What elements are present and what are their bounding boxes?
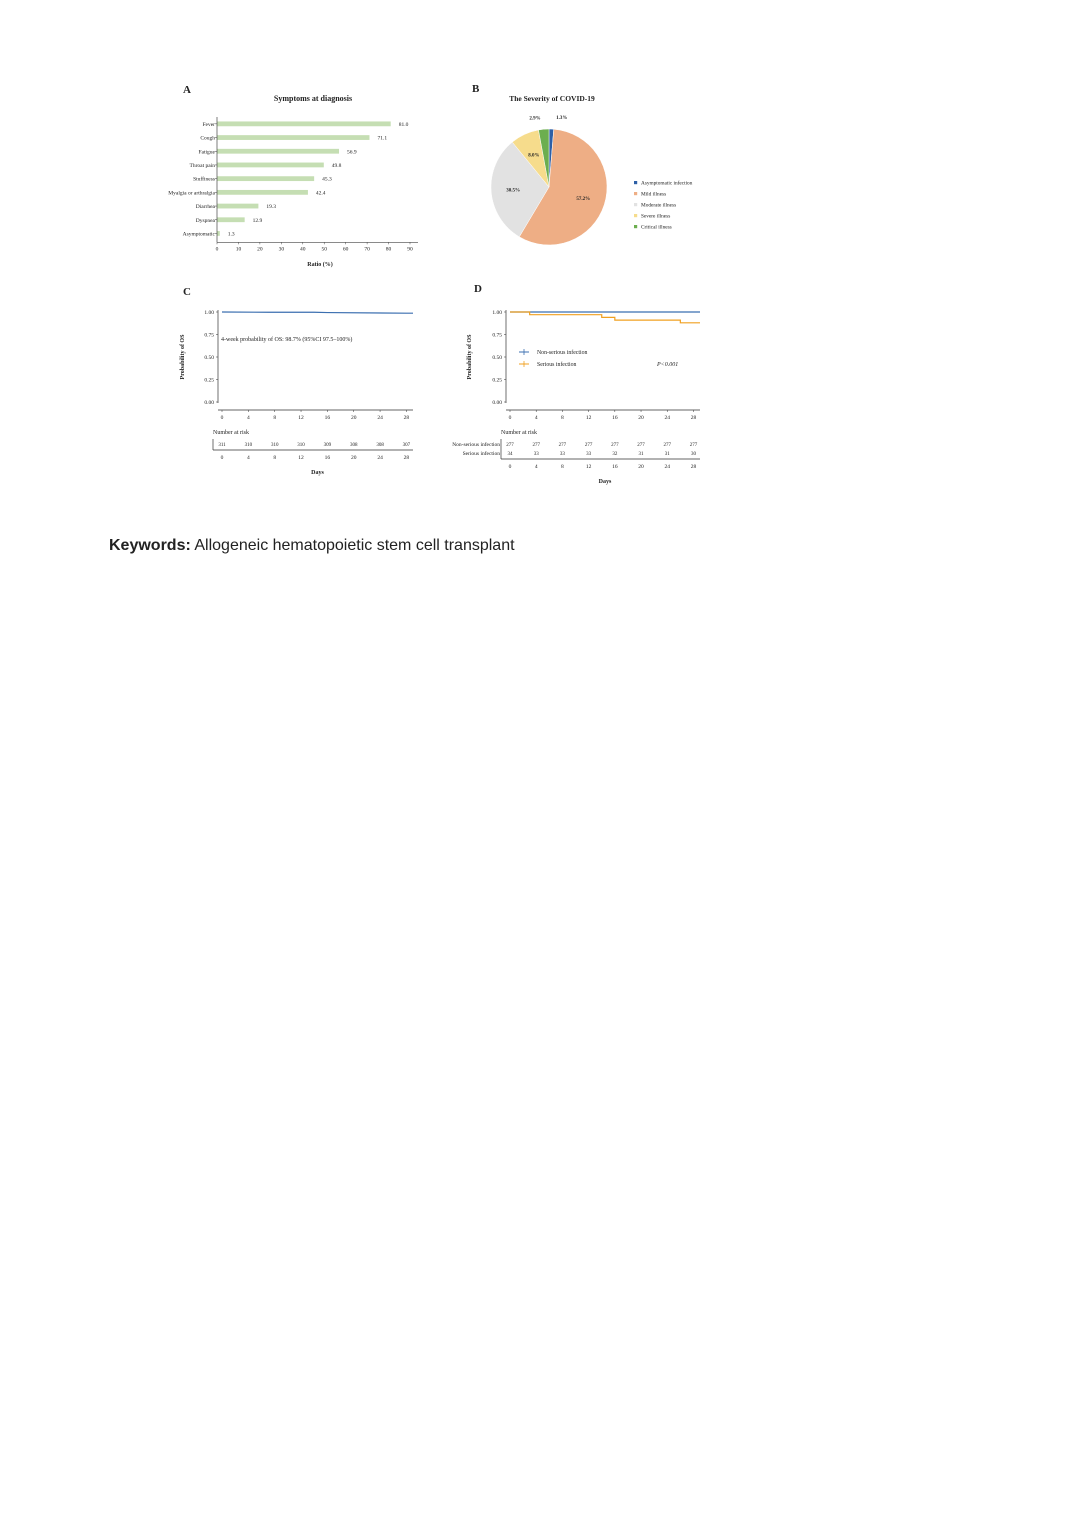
chart-c-xtick-label: 28 <box>403 415 410 421</box>
chart-a-value-label: 45.3 <box>322 176 332 183</box>
chart-b-legend-swatch <box>634 192 637 195</box>
chart-c-risk-xtick-label: 24 <box>377 455 383 461</box>
chart-a-value-label: 49.8 <box>331 162 342 169</box>
chart-d-risk-value: 33 <box>559 452 565 457</box>
chart-a-bar <box>217 217 245 222</box>
chart-c-ytick-label: 1.00 <box>204 310 214 316</box>
chart-b-legend-label: Mild illness <box>641 191 667 198</box>
keywords-label: Keywords: <box>109 537 191 554</box>
chart-d-risk-value: 277 <box>637 443 645 448</box>
chart-d-ylabel: Probability of OS <box>467 334 473 380</box>
chart-a-xtick-label: 20 <box>257 246 263 253</box>
panel-b-letter: B <box>472 83 480 95</box>
chart-d-risk-value: 277 <box>663 443 671 448</box>
chart-a-xtick-label: 50 <box>321 246 327 253</box>
chart-c-risk-xtick-label: 20 <box>350 455 357 461</box>
chart-d-xtick-label: 24 <box>664 415 670 421</box>
chart-b-slice-label: 2.9% <box>529 116 541 122</box>
chart-c-risk-value: 307 <box>402 443 411 448</box>
chart-c-ytick-label: 0.75 <box>204 332 214 339</box>
chart-b-title: The Severity of COVID-19 <box>509 94 595 103</box>
chart-c-ytick-label: 0.50 <box>204 355 214 361</box>
chart-b-legend-swatch <box>634 214 637 217</box>
figure-composite <box>0 0 1080 520</box>
chart-d-series-line <box>510 312 700 323</box>
chart-a-category-label: Dyspnea <box>195 217 215 224</box>
chart-d-xtick-label: 0 <box>508 415 512 421</box>
chart-d-risk-xtick-label: 24 <box>664 464 670 470</box>
chart-d-risk-value: 30 <box>690 452 696 457</box>
chart-d-risk-xtick-label: 12 <box>585 464 592 470</box>
chart-a-category-label: Fatigue <box>198 149 215 156</box>
chart-c-xtick-label: 24 <box>377 415 383 421</box>
chart-a-xtick-label: 90 <box>407 246 413 253</box>
chart-a-value-label: 12.9 <box>252 217 263 224</box>
chart-d-legend-label: Serious infection <box>537 362 577 368</box>
chart-b-legend-label: Moderate illness <box>641 202 677 209</box>
chart-d-risk-value: 34 <box>507 452 513 457</box>
chart-d-risk-xtick-label: 8 <box>561 464 564 470</box>
chart-a-value-label: 42.4 <box>315 190 326 197</box>
chart-d-xtick-label: 28 <box>690 415 697 421</box>
chart-a-xtick-label: 0 <box>215 246 219 253</box>
chart-d-risk-xtick-label: 4 <box>534 464 538 470</box>
chart-a-category-label: Asymptomatic <box>182 231 215 238</box>
chart-d-risk-title: Number at risk <box>501 430 537 436</box>
chart-a-bar <box>217 190 308 195</box>
chart-a-category-label: Stuffiness <box>193 176 215 183</box>
chart-b-slice-label: 30.5% <box>506 188 521 194</box>
chart-c-ytick-label: 0.25 <box>204 377 214 384</box>
chart-d-risk-value: 277 <box>506 443 514 448</box>
chart-d-ytick-label: 0.00 <box>492 400 502 406</box>
chart-b-legend-swatch <box>634 181 637 184</box>
chart-d-risk-row-label: Non-serious infection <box>452 442 500 448</box>
chart-d-risk-value: 277 <box>584 443 593 448</box>
chart-d-risk-value: 277 <box>689 443 698 448</box>
chart-a-category-label: Fever <box>202 121 215 128</box>
chart-d-xtick-label: 16 <box>612 415 618 421</box>
chart-b-slice-label: 57.2% <box>576 196 591 202</box>
chart-d-risk-value: 33 <box>533 452 539 457</box>
chart-c-risk-value: 308 <box>349 443 358 448</box>
panel-d <box>452 283 700 485</box>
keywords-line <box>109 537 515 555</box>
chart-d-risk-value: 33 <box>586 452 592 457</box>
chart-c-risk-value: 311 <box>218 443 226 448</box>
chart-a-value-label: 81.0 <box>398 121 409 128</box>
chart-d-risk-xtick-label: 16 <box>612 464 618 470</box>
chart-d-ytick-label: 0.75 <box>492 332 502 339</box>
chart-a-xtick-label: 40 <box>300 246 306 253</box>
chart-d-ytick-label: 0.50 <box>492 355 502 361</box>
chart-c-risk-xtick-label: 16 <box>324 455 331 461</box>
chart-a-xtick-label: 10 <box>235 246 242 253</box>
chart-c-xtick-label: 8 <box>273 415 277 421</box>
chart-a-category-label: Myalgia or arthralgia <box>168 190 215 197</box>
chart-a-value-label: 1.3 <box>227 231 235 238</box>
chart-c-risk-xtick-label: 12 <box>298 455 304 461</box>
chart-d-risk-row-label: Serious infection <box>462 451 500 457</box>
chart-a-bar <box>217 176 314 181</box>
chart-c-ylabel: Probability of OS <box>180 334 186 380</box>
chart-b-legend-swatch <box>634 225 637 228</box>
chart-a-bar <box>217 135 369 140</box>
chart-c-annotation: 4-week probability of OS: 98.7% (95%CI 97.5–100%) <box>221 337 353 343</box>
panel-a-letter: A <box>183 84 191 96</box>
chart-a-value-label: 56.9 <box>347 149 357 156</box>
chart-a-value-label: 71.1 <box>377 135 388 142</box>
chart-c-xlabel: Days <box>311 470 324 476</box>
chart-c-xtick-label: 0 <box>220 415 224 421</box>
chart-d-xtick-label: 20 <box>638 415 644 421</box>
chart-c-xtick-label: 16 <box>324 415 331 421</box>
chart-c-ytick-label: 0.00 <box>204 400 214 406</box>
chart-d-xlabel: Days <box>598 479 612 485</box>
chart-a-bar <box>217 149 339 154</box>
chart-b-slice-label: 1.3% <box>556 116 568 122</box>
chart-c-xtick-label: 4 <box>246 415 250 421</box>
chart-a-bar <box>217 231 220 236</box>
chart-c-risk-xtick-label: 8 <box>273 455 277 461</box>
chart-c-risk-xtick-label: 4 <box>246 455 250 461</box>
panel-a <box>168 84 418 268</box>
chart-d-risk-value: 277 <box>532 443 540 448</box>
chart-d-xtick-label: 4 <box>534 415 538 421</box>
chart-c-risk-title: Number at risk <box>213 430 249 436</box>
panel-b <box>472 83 693 245</box>
panel-d-letter: D <box>474 283 482 295</box>
chart-a-xtick-label: 60 <box>342 246 349 253</box>
chart-d-risk-value: 32 <box>612 452 618 457</box>
chart-d-xtick-label: 8 <box>561 415 564 421</box>
chart-c-risk-value: 309 <box>323 443 332 448</box>
chart-a-bar <box>217 204 258 209</box>
chart-d-risk-value: 31 <box>664 452 670 457</box>
chart-b-legend-label: Severe illness <box>641 213 671 220</box>
chart-a-xtick-label: 30 <box>278 246 285 253</box>
chart-d-risk-xtick-label: 20 <box>638 464 644 470</box>
chart-b-legend-label: Asymptomatic infection <box>641 180 693 187</box>
chart-a-bar <box>217 121 391 126</box>
chart-b-legend-swatch <box>634 203 637 206</box>
chart-d-risk-value: 277 <box>558 443 567 448</box>
chart-c-risk-value: 310 <box>244 443 253 448</box>
chart-d-risk-value: 277 <box>611 443 619 448</box>
chart-c-xtick-label: 12 <box>298 415 304 421</box>
chart-d-legend-label: Non-serious infection <box>537 350 588 356</box>
chart-a-category-label: Throat pain <box>189 162 215 169</box>
chart-a-category-label: Cough <box>200 135 215 142</box>
chart-a-title: Symptoms at diagnosis <box>273 94 353 103</box>
chart-b-slice-label: 8.0% <box>528 153 540 159</box>
chart-a-value-label: 19.3 <box>266 204 277 211</box>
chart-d-risk-xtick-label: 0 <box>508 464 512 470</box>
chart-d-ytick-label: 0.25 <box>492 377 502 384</box>
chart-a-category-label: Diarrhea <box>195 204 215 211</box>
chart-a-xtick-label: 70 <box>364 246 370 253</box>
keywords-text: Allogeneic hematopoietic stem cell transplant <box>194 537 515 554</box>
chart-c-series-line <box>222 312 413 313</box>
chart-c-risk-xtick-label: 28 <box>403 455 410 461</box>
chart-b-legend-label: Critical illness <box>641 224 672 231</box>
chart-d-ytick-label: 1.00 <box>492 310 502 316</box>
chart-c-risk-value: 310 <box>297 443 305 448</box>
chart-c-risk-value: 310 <box>270 443 279 448</box>
chart-c-risk-value: 308 <box>376 443 384 448</box>
chart-a-xlabel: Ratio (%) <box>307 262 333 268</box>
chart-a-bar <box>217 163 324 168</box>
panel-c-letter: C <box>183 286 191 298</box>
chart-d-risk-value: 31 <box>638 452 644 457</box>
chart-d-xtick-label: 12 <box>585 415 592 421</box>
chart-c-xtick-label: 20 <box>350 415 357 421</box>
chart-d-risk-xtick-label: 28 <box>690 464 697 470</box>
panel-c <box>180 286 413 476</box>
chart-a-xtick-label: 80 <box>385 246 392 253</box>
chart-d-pvalue: P<0.001 <box>657 362 679 368</box>
chart-c-risk-xtick-label: 0 <box>220 455 224 461</box>
